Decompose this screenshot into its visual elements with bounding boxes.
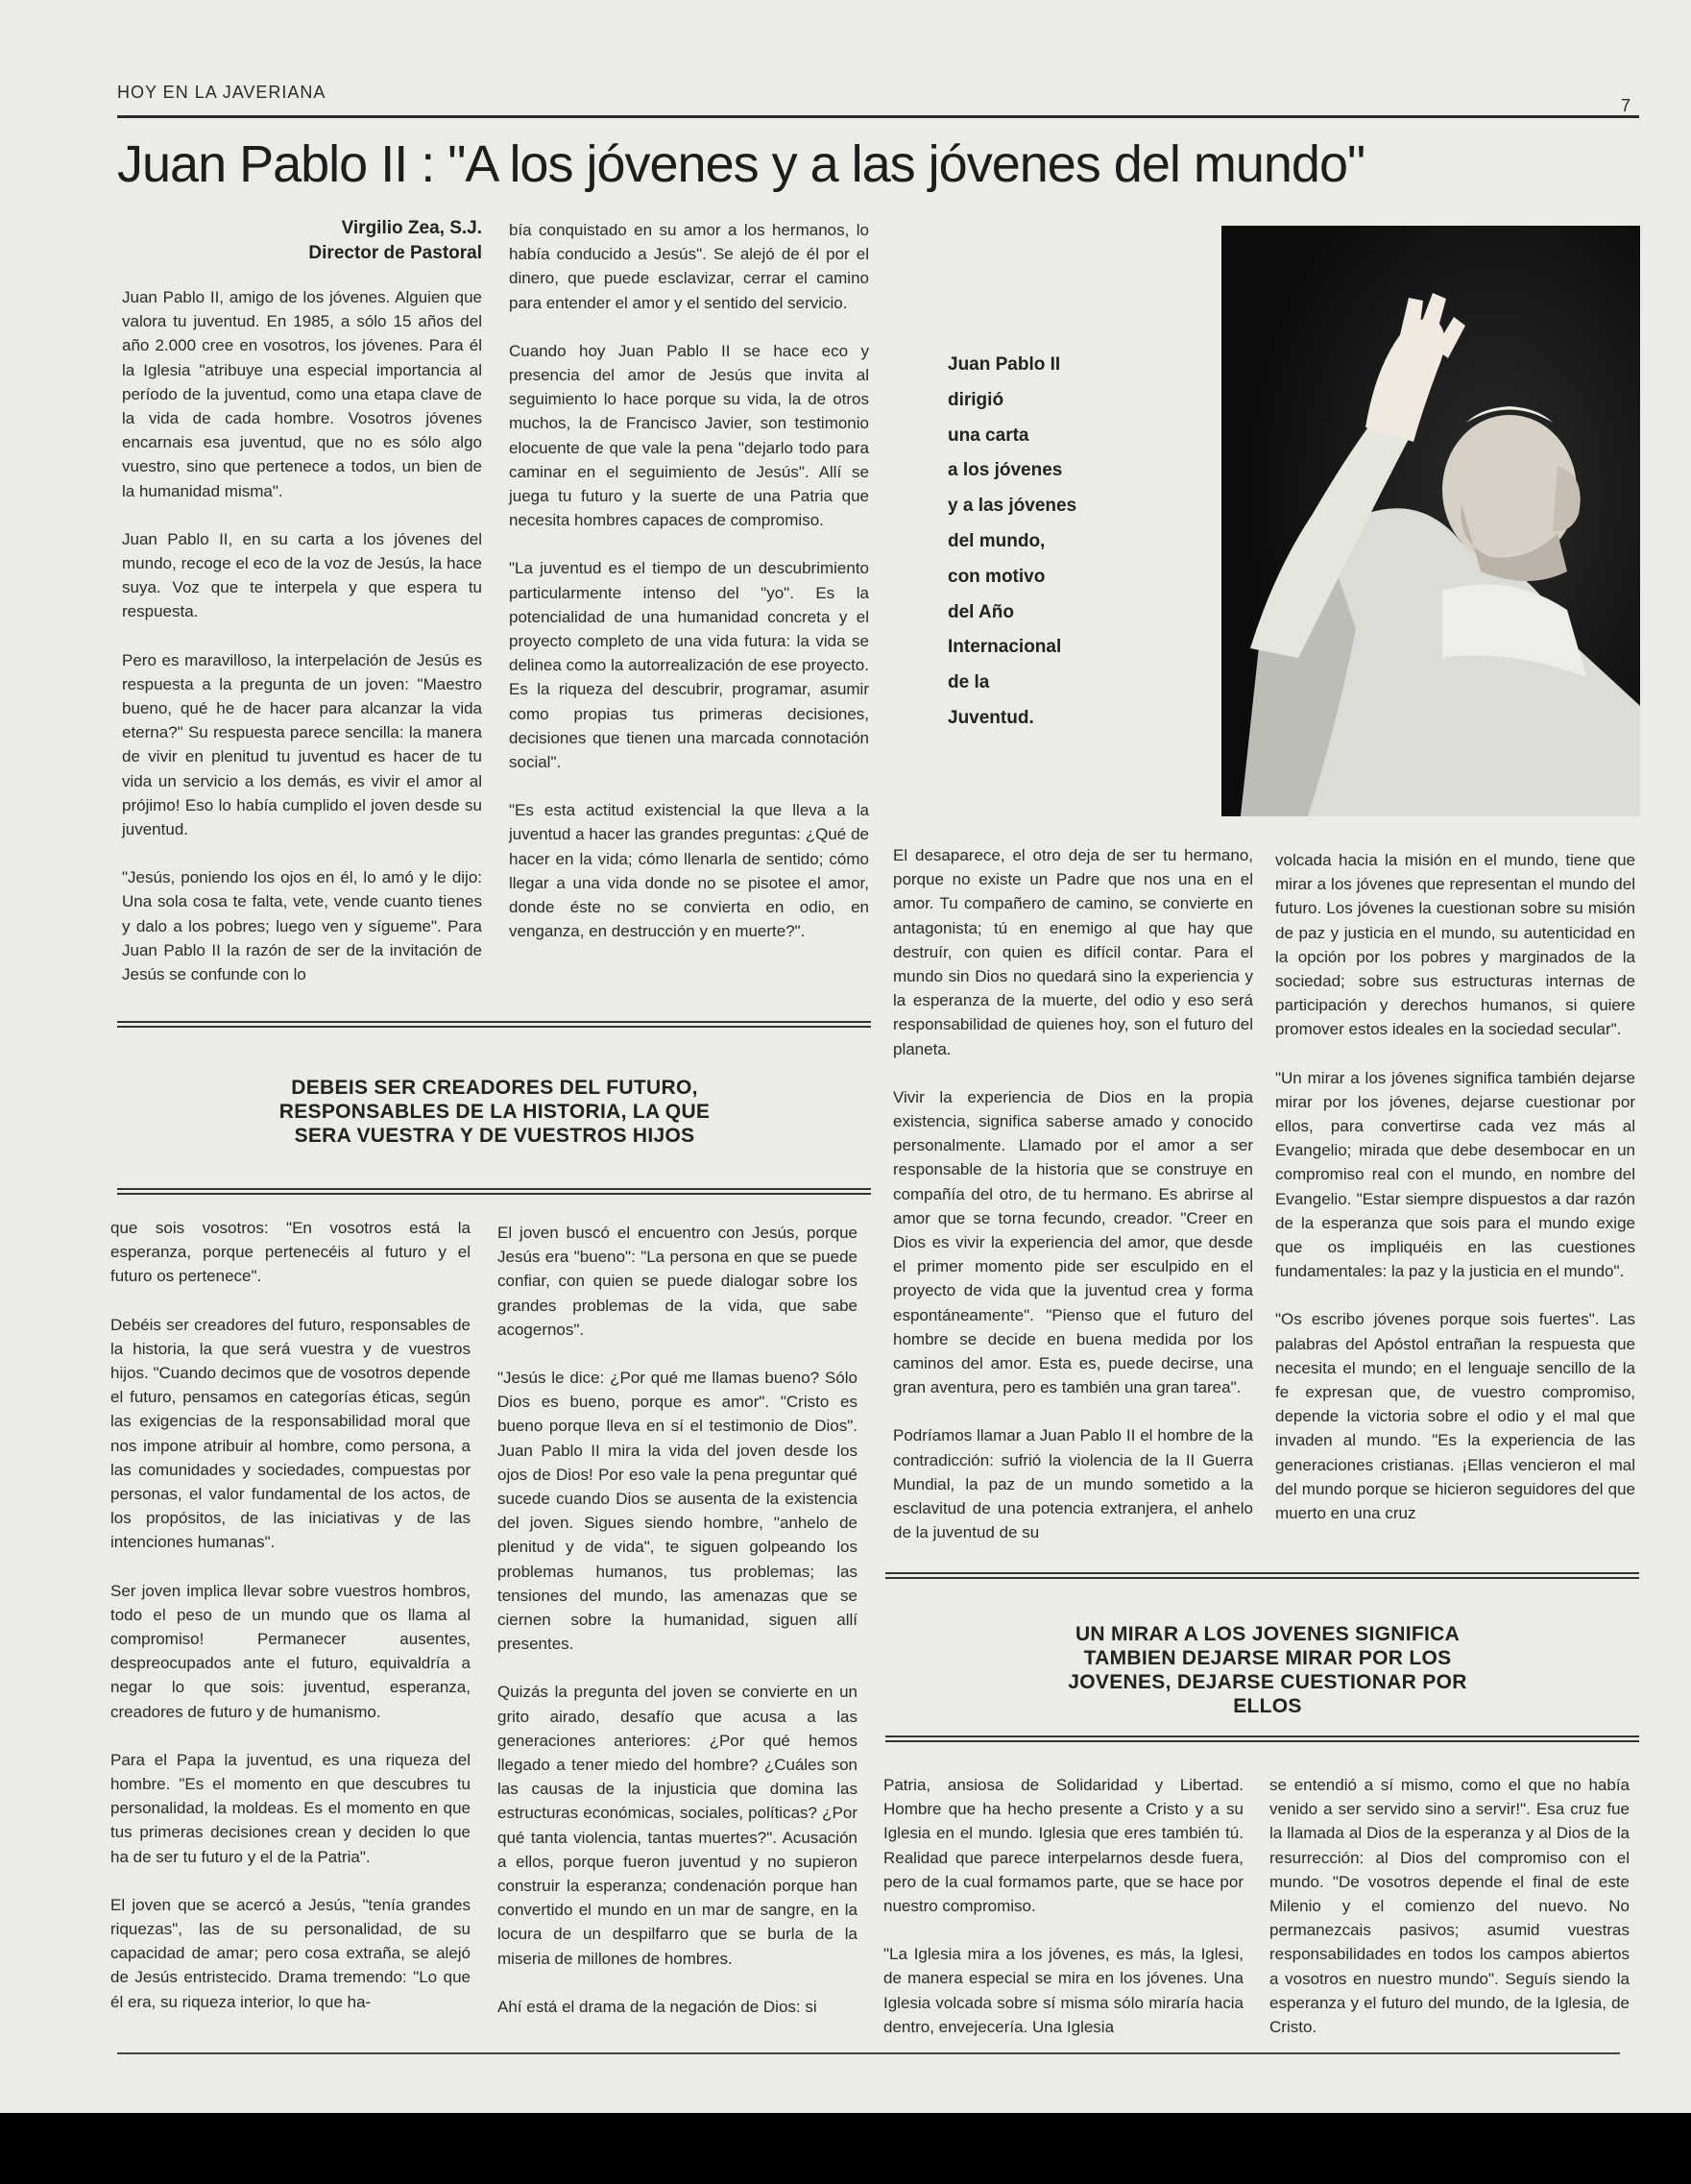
byline-author: Virgilio Zea, S.J. bbox=[341, 218, 482, 238]
paragraph: Ser joven implica llevar sobre vuestros hombros, todo el peso de un mundo que os llama al compromiso! Permanecer ausentes, despreocupados ante el futuro, equivaldría a negar lo que sois: juventud, esperanza, creadores de futuro y de humanismo. bbox=[110, 1581, 471, 1721]
header-rule bbox=[117, 115, 1639, 118]
pope-figure-image bbox=[1221, 226, 1640, 816]
byline bbox=[288, 216, 482, 266]
caption-line: Juventud. bbox=[948, 707, 1034, 728]
pope-photo bbox=[1221, 226, 1640, 816]
paragraph: Vivir la experiencia de Dios en la propia existencia, significa saberse amado y conocido personalmente. Llamado por el amor a ser responsable de la historia que se construye en compañía del otro, de tu hermano. Es abrirse al amor que se torna fecundo, creador. "Creer en Dios es vivir la experiencia del amor, que desde el primer momento pide ser esculpido en el proyecto de vida que la juventud crea y forma espontáneamente". "Pienso que el futuro del hombre se decide en buena medida por los caminos del amor. Esta es, puede decirse, una gran aventura, pero es también una gran tarea". bbox=[893, 1087, 1253, 1397]
paragraph: Ahí está el drama de la negación de Dios: si bbox=[497, 1997, 817, 2016]
caption-line: una carta bbox=[948, 425, 1029, 446]
paragraph: "La Iglesia mira a los jóvenes, es más, la Iglesi, de manera especial se mira en los jóvenes. Una Iglesia volcada sobre sí misma sólo miraría hacia dentro, envejecería. Una Iglesia bbox=[883, 1945, 1244, 2036]
paragraph: El joven buscó el encuentro con Jesús, porque Jesús era "bueno": "La persona en que se puede confiar, con quien se puede dialogar sobre los grandes problemas de la vida, que sabe acogernos". bbox=[497, 1224, 858, 1339]
paragraph: "Jesús le dice: ¿Por qué me llamas bueno? Sólo Dios es bueno, porque es amor". "Cristo es bueno porque lleva en sí el testimonio de Dios". Juan Pablo II mira la vida del joven desde los ojos de Dios! Por eso vale la pena preguntar qué sucede cuando Dios se ausenta de la existencia del joven. Sigues siendo hombre, "anhelo de plenitud y de vida", te siguen golpeando los problemas humanos, tus problemas; las tensiones del mundo, las amenazas que se ciernen sobre la humanidad, siguen allí presentes. bbox=[497, 1369, 858, 1654]
paragraph: "La juventud es el tiempo de un descubrimiento particularmente intenso del "yo". Es la potencialidad de una humanidad concreta y el proyecto completo de una vida futura: la vida se delinea como la autorrealización de ese proyecto. Es la riqueza del descubrir, programar, asumir como propias tus primeras decisiones, decisiones que tienen una marcada connotación social". bbox=[509, 559, 869, 772]
caption-line: dirigió bbox=[948, 389, 1004, 410]
photo-caption bbox=[948, 348, 1140, 737]
column-1-top bbox=[122, 285, 482, 986]
paragraph: Podríamos llamar a Juan Pablo II el hombre de la contradicción: sufrió la violencia de la II Guerra Mundial, la paz de un mundo sometido a la esclavitud de una potencia extranjera, el anhelo de la juventud de su bbox=[893, 1426, 1253, 1542]
paragraph: Pero es maravilloso, la interpelación de Jesús es respuesta a la pregunta de un joven: "Maestro bueno, qué he de hacer para alcanzar la vida eterna?" Su respuesta parece sencilla: la manera de vivir en plenitud tu juventud es hacer de tu vida un servicio a los demás, es vivir el amor al prójimo! Eso lo había cumplido el joven desde su juventud. bbox=[122, 650, 482, 839]
caption-line: Internacional bbox=[948, 637, 1062, 658]
paragraph: Cuando hoy Juan Pablo II se hace eco y presencia del amor de Jesús que invita al seguimiento lo hace porque su vida, la de otros muchos, la de Francisco Javier, son testimonio elocuente de que vale la pena "dejarlo todo para caminar en el seguimiento de Jesús". Allí se juega tu futuro y la suerte de una Patria que necesita hombres capaces de compromiso. bbox=[509, 341, 869, 530]
paragraph: Para el Papa la juventud, es una riqueza del hombre. "Es el momento en que descubres tu personalidad, la moldeas. Es el momento en que tus primeras decisiones crean y deciden lo que ha de ser tu futuro y el de la Patria". bbox=[110, 1750, 471, 1866]
headline: Juan Pablo II : "A los jóvenes y a las jóvenes del mundo" bbox=[117, 135, 1365, 193]
section-rule bbox=[117, 1021, 871, 1028]
paragraph: Quizás la pregunta del joven se convierte en un grito airado, desafío que acusa a las generaciones anteriores: ¿Por qué hemos llegado a tener miedo del hombre? ¿Cuáles son las causas de la injusticia que domina las estructuras económicas, sociales, políticas? ¿Por qué tanta violencia, tantas muertes?". Acusación a ellos, porque fueron juventud y no supieron construir la esperanza; condenación porque han convertido el mundo en un mar de sangre, en la locura de un despilfarro que se burla de la miseria de millones de hombres. bbox=[497, 1683, 858, 1968]
column-3-mid bbox=[893, 843, 1253, 1544]
paragraph: volcada hacia la misión en el mundo, tiene que mirar a los jóvenes que representan el mundo del futuro. Los jóvenes la cuestionan sobre su misión de paz y justicia en el mundo, su autenticidad en la opción por los pobres y marginados de la sociedad; sobre sus estructuras internas de participación y derechos humanos, si quiere promover estos ideales en la sociedad secular". bbox=[1275, 851, 1635, 1039]
paragraph: Patria, ansiosa de Solidaridad y Libertad. Hombre que ha hecho presente a Cristo y a su Iglesia en el mundo. Iglesia que eres también tú. Realidad que parece interpelarnos desde fuera, pero de la cual formamos parte, que se hace por nuestro compromiso. bbox=[883, 1776, 1244, 1916]
column-3-bottom bbox=[883, 1773, 1244, 2039]
page-number: 7 bbox=[1621, 96, 1631, 115]
caption-line: y a las jóvenes bbox=[948, 496, 1077, 517]
paragraph: Juan Pablo II, amigo de los jóvenes. Alguien que valora tu juventud. En 1985, a sólo 15 años del año 2.000 cree en vosotros, los jóvenes. Para él la Iglesia "atribuye una especial importancia al período de la juventud, como una etapa clave de la vida de cada hombre. Vosotros jóvenes encarnais esa juventud, que no es sólo algo vuestro, sino que pertenece a todos, un bien de la humanidad misma". bbox=[122, 288, 482, 500]
paragraph: El desaparece, el otro deja de ser tu hermano, porque no existe un Padre que nos una en el amor. Tu compañero de camino, se convierte en antagonista; tú en enemigo al que hay que destruír, con quien es difícil contar. Para el mundo sin Dios no quedará sino la experiencia y la esperanza de la muerte, del odio y eso será responsabilidad de quienes hoy, son el futuro del planeta. bbox=[893, 846, 1253, 1058]
caption-line: a los jóvenes bbox=[948, 460, 1063, 481]
byline-role: Director de Pastoral bbox=[308, 243, 482, 263]
caption-line: de la bbox=[948, 672, 990, 693]
paragraph: que sois vosotros: "En vosotros está la esperanza, porque pertenecéis al futuro y el futuro os pertenece". bbox=[110, 1219, 471, 1286]
paragraph: Debéis ser creadores del futuro, responsables de la historia, la que será vuestra y de vuestros hijos. "Cuando decimos que de vosotros depende el futuro, pensamos en categorías éticas, según las exigencias de la responsabilidad moral que nos impone atribuir al hombre, como persona, a las comunidades y sociedades, compuestas por personas, el valor fundamental de los actos, de los propósitos, de las iniciativas y de las intenciones humanas". bbox=[110, 1315, 471, 1552]
paragraph: Juan Pablo II, en su carta a los jóvenes del mundo, recoge el eco de la voz de Jesús, la hace suya. Voz que te interpela y que espera tu respuesta. bbox=[122, 529, 482, 621]
paragraph: El joven que se acercó a Jesús, "tenía grandes riquezas", las de su personalidad, de su capacidad de amar; pero cosa extraña, se alejó de Jesús entristecido. Drama tremendo: "Lo que él era, su riqueza interior, lo que ha- bbox=[110, 1895, 471, 2011]
section-label: HOY EN LA JAVERIANA bbox=[117, 83, 326, 102]
paragraph: "Un mirar a los jóvenes significa también dejarse mirar por los jóvenes, dejarse cuestionar por ellos, para convertirse cada vez más al Evangelio; mirada que debe desembocar en un compromiso real con el mundo, en nombre del Evangelio. "Estar siempre dispuestos a dar razón de la esperanza que sois para el mundo exige que os impliquéis en las cuestiones fundamentales: la paz y la justicia en el mundo". bbox=[1275, 1068, 1635, 1281]
paragraph: "Es esta actitud existencial la que lleva a la juventud a hacer las grandes preguntas: ¿Qué de hacer en la vida; cómo llenarla de sentido; cómo llegar a una vida donde no se pisotee el amor, donde éste no se convierta en odio, en venganza, en destrucción y en muerte?". bbox=[509, 801, 869, 941]
subhead-mirar-jovenes: UN MIRAR A LOS JOVENES SIGNIFICA TAMBIEN DEJARSE MIRAR POR LOS JOVENES, DEJARSE CUESTIONAR POR ELLOS bbox=[1068, 1623, 1467, 1717]
paragraph: "Jesús, poniendo los ojos en él, lo amó y le dijo: Una sola cosa te falta, vete, vende cuanto tienes y dalo a los pobres; luego ven y sígueme". Para Juan Pablo II la razón de ser de la invitación de Jesús se confunde con lo bbox=[122, 868, 482, 984]
column-4-mid bbox=[1275, 848, 1635, 1525]
paragraph: bía conquistado en su amor a los hermanos, lo había conducido a Jesús". Se alejó de él por el dinero, que puede esclavizar, cerrar el camino para entender el amor y el sentido del servicio. bbox=[509, 221, 869, 312]
caption-line: Juan Pablo II bbox=[948, 354, 1061, 375]
caption-line: del mundo, bbox=[948, 530, 1046, 551]
paragraph: se entendió a sí mismo, como el que no había venido a ser servido sino a servir!". Esa cruz fue la llamada al Dios de la esperanza y al Dios de la resurrección: al Dios del compromiso con el mundo. "De vosotros depende el final de este Milenio y el comienzo del nuevo. No permanezcais pasivos; asumid vuestras responsabilidades en todos los campos abiertos a vosotros en nuestro mundo". Seguís siendo la esperanza y el futuro del mundo, de la Iglesia, de Cristo. bbox=[1269, 1776, 1630, 2037]
caption-line: con motivo bbox=[948, 566, 1046, 587]
section-rule bbox=[885, 1735, 1639, 1742]
column-2-bottom bbox=[497, 1221, 858, 2019]
caption-line: del Año bbox=[948, 601, 1014, 622]
column-4-bottom bbox=[1269, 1773, 1630, 2039]
column-1-bottom bbox=[110, 1216, 471, 2014]
column-2-top bbox=[509, 218, 869, 943]
section-rule bbox=[117, 1188, 871, 1195]
section-rule bbox=[885, 1572, 1639, 1579]
subhead-creadores: DEBEIS SER CREADORES DEL FUTURO, RESPONSABLES DE LA HISTORIA, LA QUE SERA VUESTRA Y DE VUESTROS HIJOS bbox=[278, 1077, 711, 1147]
footer-rule bbox=[117, 2052, 1620, 2054]
paragraph: "Os escribo jóvenes porque sois fuertes". Las palabras del Apóstol entrañan la respuesta que necesita el mundo; en el lenguaje sencillo de la fe expresan que, de vuestro compromiso, depende la victoria sobre el odio y el mal que invaden al mundo. "Es la experiencia de las generaciones cristianas. ¡Ellas vencieron el mal del mundo porque se hicieron seguidores del que muerto en una cruz bbox=[1275, 1310, 1635, 1523]
